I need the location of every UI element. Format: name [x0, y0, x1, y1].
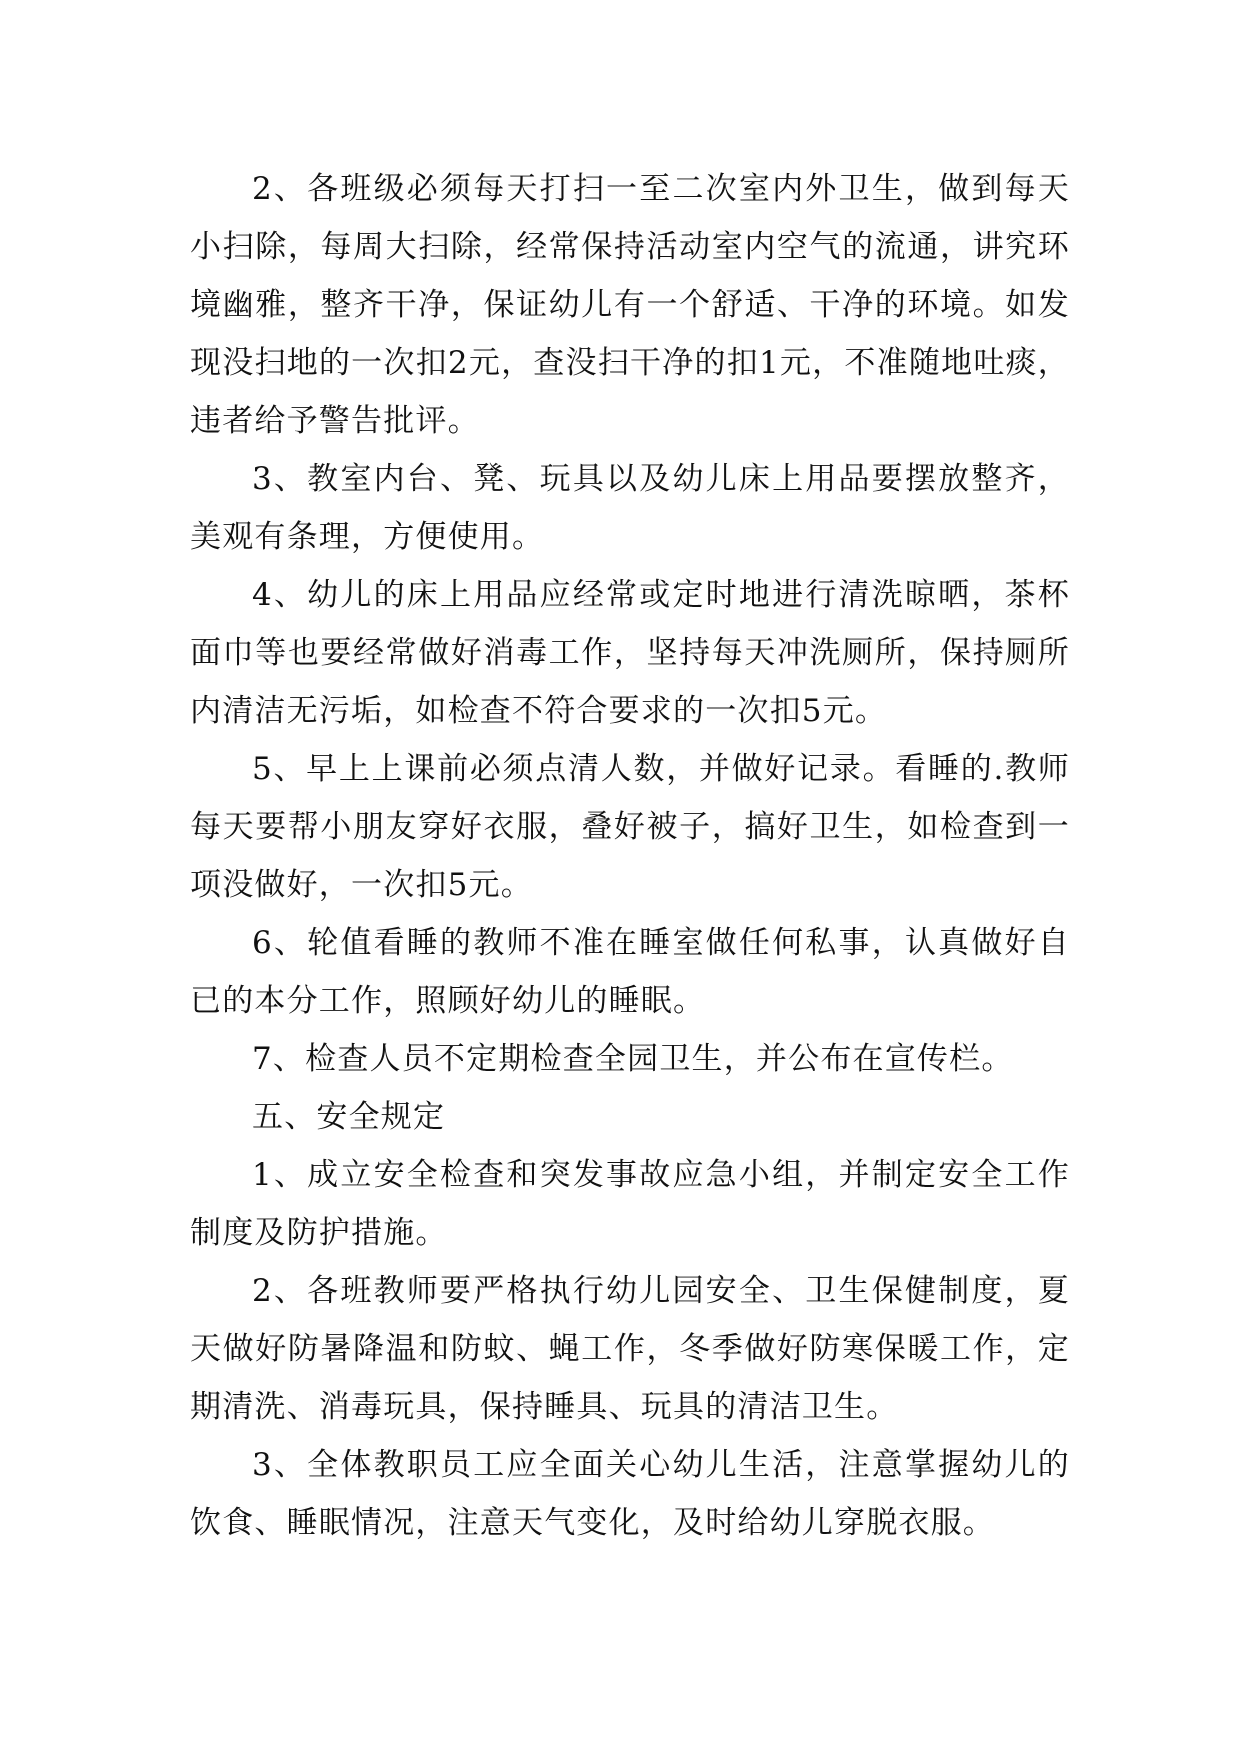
paragraph-hygiene-2: 2、各班级必须每天打扫一至二次室内外卫生，做到每天小扫除，每周大扫除，经常保持活动室内空气的流通，讲究环境幽雅，整齐干净，保证幼儿有一个舒适、干净的环境。如发现没扫地的一次扣2元，查没扫干净的扣1元，不准随地吐痰，违者给予警告批评。: [190, 171, 1070, 439]
document-body: [190, 160, 1070, 1552]
paragraph-safety-3: 3、全体教职员工应全面关心幼儿生活，注意掌握幼儿的饮食、睡眠情况，注意天气变化，及时给幼儿穿脱衣服。: [190, 1447, 1070, 1541]
paragraph-hygiene-5: 5、早上上课前必须点清人数，并做好记录。看睡的.教师每天要帮小朋友穿好衣服，叠好被子，搞好卫生，如检查到一项没做好，一次扣5元。: [190, 751, 1070, 903]
paragraph-hygiene-4: 4、幼儿的床上用品应经常或定时地进行清洗晾晒，茶杯面巾等也要经常做好消毒工作，坚持每天冲洗厕所，保持厕所内清洁无污垢，如检查不符合要求的一次扣5元。: [190, 577, 1070, 729]
section-heading-safety: 五、安全规定: [252, 1099, 446, 1135]
paragraph-hygiene-6: 6、轮值看睡的教师不准在睡室做任何私事，认真做好自已的本分工作，照顾好幼儿的睡眠。: [190, 925, 1070, 1019]
paragraph-safety-2: 2、各班教师要严格执行幼儿园安全、卫生保健制度，夏天做好防暑降温和防蚊、蝇工作，冬季做好防寒保暖工作，定期清洗、消毒玩具，保持睡具、玩具的清洁卫生。: [190, 1273, 1070, 1425]
paragraph-hygiene-3: 3、教室内台、凳、玩具以及幼儿床上用品要摆放整齐，美观有条理，方便使用。: [190, 461, 1070, 555]
paragraph-safety-1: 1、成立安全检查和突发事故应急小组，并制定安全工作制度及防护措施。: [190, 1157, 1070, 1251]
paragraph-hygiene-7: 7、检查人员不定期检查全园卫生，并公布在宣传栏。: [252, 1041, 1014, 1077]
